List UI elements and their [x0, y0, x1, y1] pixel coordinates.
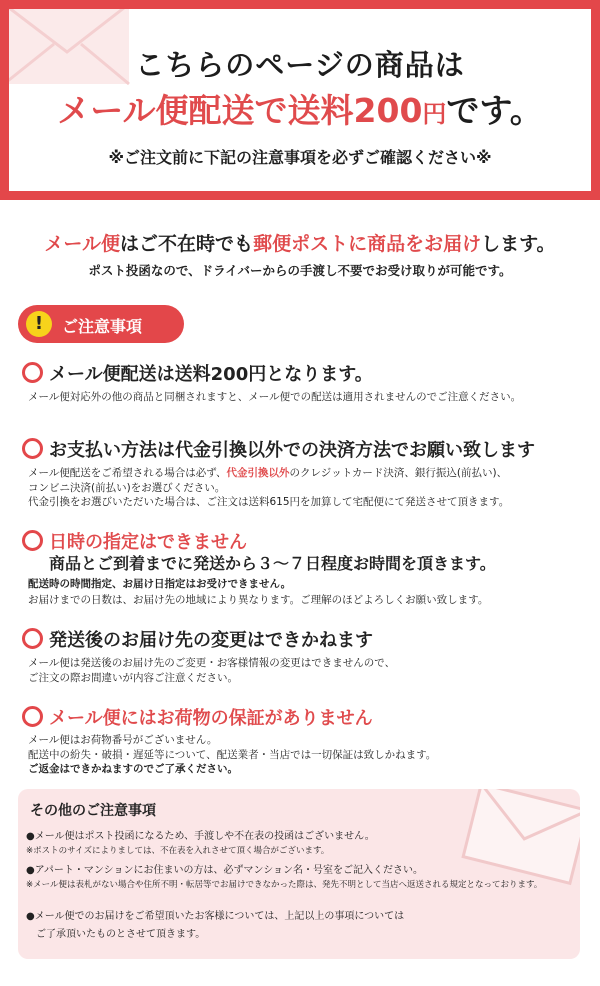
section5-line3: ご返金はできかねますのでご了承ください。: [28, 763, 238, 775]
section1-title-text: メール便配送は送料200円となります。: [49, 364, 373, 385]
section5-line2: 配送中の紛失・破損・遅延等について、配送業者・当店では一切保証は致しかねます。: [28, 749, 437, 761]
circle-icon: [22, 362, 43, 383]
section5-line1: メール便はお荷物番号がございません。: [28, 734, 218, 746]
caution-badge: [18, 305, 184, 343]
intro-mail: メール便: [44, 233, 121, 255]
section1-title: [22, 360, 373, 386]
section4-title-text: 発送後のお届け先の変更はできかねます: [49, 630, 373, 651]
section2-title-text: お支払い方法は代金引換以外での決済方法でお願い致します: [49, 440, 535, 461]
other-line3: ●アパート・マンションにお住まいの方は、必ずマンション名・号室をご記入ください。: [26, 865, 424, 876]
header-banner: [0, 0, 600, 200]
other-line5: ●メール便でのお届けをご希望頂いたお客様については、上記以上の事項については: [26, 911, 405, 922]
other-line2: ※ポストのサイズによりましては、不在表を入れさせて頂く場合がございます。: [26, 846, 330, 856]
intro-text-b: はご不在時でも: [120, 233, 254, 255]
section2-line2: コンビニ決済(前払い)をお選びください。: [28, 482, 226, 494]
section2-line1-b: のクレジットカード決済、銀行振込(前払い)、: [289, 467, 508, 479]
header-line2-tail: です。: [446, 91, 543, 130]
circle-icon: [22, 706, 43, 727]
circle-icon: [22, 628, 43, 649]
section3-title-text: 日時の指定はできません: [49, 532, 247, 553]
section4-line2: ご注文の際お間違いが内容ご注意ください。: [28, 672, 238, 684]
section4-line1: メール便は発送後のお届け先のご変更・お客様情報の変更はできませんので、: [28, 657, 396, 669]
header-line2-red: メール便配送で送料200: [57, 91, 423, 130]
section2-line1-red: 代金引換以外: [226, 467, 290, 479]
section5-title-text: メール便にはお荷物の保証がありません: [49, 708, 373, 729]
section5-title: [22, 704, 373, 730]
header-line2: [9, 85, 591, 132]
other-notes-title: その他のご注意事項: [30, 803, 156, 819]
section3-line1: 配送時の時間指定、お届け日指定はお受けできません。: [28, 578, 292, 590]
other-notes-box: [18, 789, 580, 959]
intro-post: 郵便ポストに商品をお届け: [253, 233, 482, 255]
circle-icon: [22, 438, 43, 459]
header-line1: こちらのページの商品は: [135, 48, 465, 82]
header-line3: ※ご注文前に下記の注意事項を必ずご確認ください※: [108, 148, 492, 167]
circle-icon: [22, 530, 43, 551]
intro-line2: ポスト投函なので、ドライバーからの手渡し不要でお受け取りが可能です。: [88, 263, 512, 278]
section2-line1: [28, 466, 507, 480]
other-line4: ※メール便は表札がない場合や住所不明・転居等でお届けできなかった際は、発先不明として当店へ返送される規定となっております。: [26, 880, 543, 890]
section3-line2: お届けまでの日数は、お届け先の地域により異なります。ご理解のほどよろしくお願い致します。: [28, 594, 489, 606]
section2-line3: 代金引換をお選びいただいた場合は、ご注文は送料615円を加算して宅配便にて発送させて頂きます。: [28, 496, 510, 508]
intro-text-d: します。: [481, 233, 556, 255]
other-line6: ご了承頂いたものとさせて頂きます。: [26, 929, 206, 940]
caution-badge-label: ご注意事項: [62, 317, 143, 336]
section1-line1: メール便対応外の他の商品と同梱されますと、メール便での配送は適用されませんのでご注意ください。: [28, 391, 522, 403]
section4-title: [22, 626, 373, 652]
section2-line1-a: メール便配送をご希望される場合は必ず、: [28, 467, 227, 479]
intro-line1: [0, 229, 600, 256]
header-line2-yen: 円: [422, 100, 447, 128]
envelope-icon: [450, 789, 580, 891]
other-line1: ●メール便はポスト投函になるため、手渡しや不在表の投函はございません。: [26, 831, 375, 842]
section3-subtitle: 商品とご到着までに発送から３〜７日程度お時間を頂きます。: [49, 554, 496, 573]
exclamation-icon: !: [26, 311, 52, 337]
section2-title: [22, 436, 535, 462]
